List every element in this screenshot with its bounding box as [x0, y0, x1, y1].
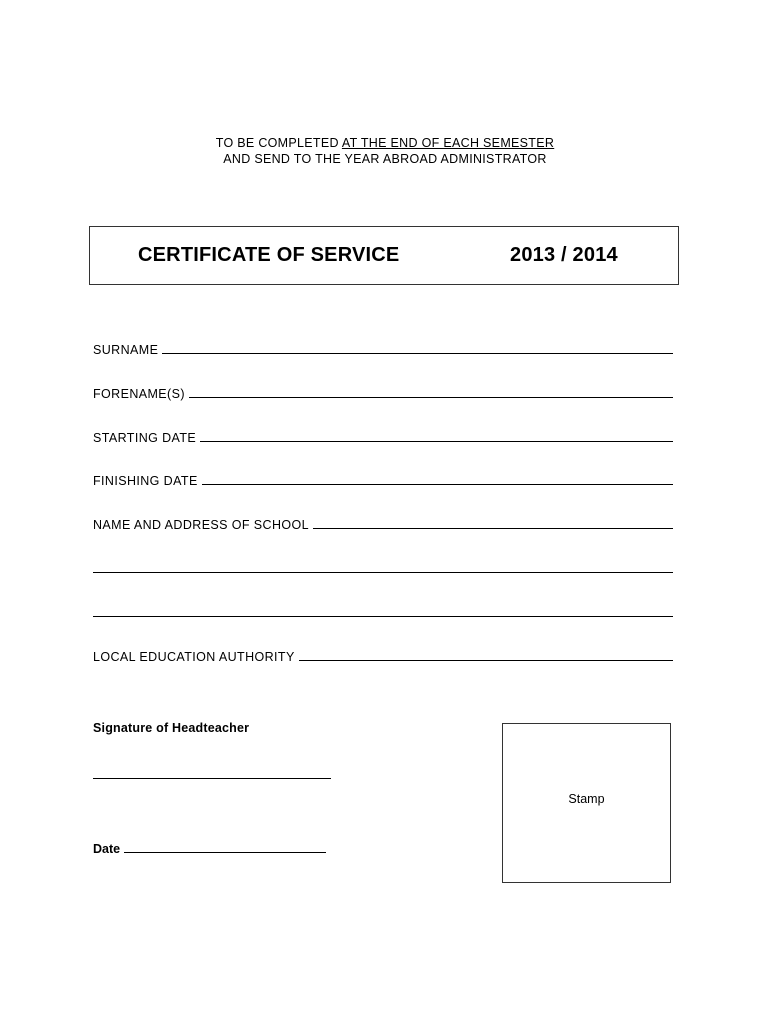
school-address-line-2[interactable] — [93, 558, 673, 576]
stamp-box — [502, 723, 671, 883]
school-field[interactable] — [93, 514, 673, 532]
stamp-label: Stamp — [568, 792, 605, 806]
starting-date-input-line[interactable] — [200, 441, 673, 442]
forenames-field[interactable] — [93, 383, 673, 401]
finishing-date-label: FINISHING DATE — [93, 474, 198, 488]
instructions-line-2: AND SEND TO THE YEAR ABROAD ADMINISTRATOR — [223, 152, 547, 166]
school-address-input-line-3[interactable] — [93, 616, 673, 617]
school-label: NAME AND ADDRESS OF SCHOOL — [93, 518, 309, 532]
certificate-title: CERTIFICATE OF SERVICE — [138, 244, 400, 266]
starting-date-field[interactable] — [93, 427, 673, 445]
instructions-line-1-prefix: TO BE COMPLETED — [215, 136, 342, 150]
surname-label: SURNAME — [93, 343, 159, 357]
forenames-input-line[interactable] — [189, 397, 673, 398]
school-address-line-3[interactable] — [93, 602, 673, 620]
finishing-date-field[interactable] — [93, 470, 673, 488]
lea-input-line[interactable] — [299, 660, 673, 661]
signature-date-field[interactable] — [93, 838, 326, 856]
instructions-line-1-emphasis: AT THE END OF EACH SEMESTER — [341, 136, 555, 150]
form-instructions — [0, 135, 770, 167]
title-box — [89, 226, 679, 285]
lea-label: LOCAL EDUCATION AUTHORITY — [93, 650, 295, 664]
lea-field[interactable] — [93, 646, 673, 664]
signature-date-input-line[interactable] — [124, 852, 326, 853]
school-input-line[interactable] — [313, 528, 673, 529]
starting-date-label: STARTING DATE — [93, 431, 197, 445]
school-address-input-line-2[interactable] — [93, 572, 673, 573]
signature-label: Signature of Headteacher — [93, 721, 250, 735]
signature-date-label: Date — [93, 842, 121, 856]
forenames-label: FORENAME(S) — [93, 387, 185, 401]
academic-year: 2013 / 2014 — [510, 244, 618, 266]
signature-line[interactable] — [93, 778, 331, 779]
surname-field[interactable] — [93, 339, 673, 357]
surname-input-line[interactable] — [162, 353, 673, 354]
instructions-line-1 — [0, 135, 770, 151]
finishing-date-input-line[interactable] — [202, 484, 673, 485]
